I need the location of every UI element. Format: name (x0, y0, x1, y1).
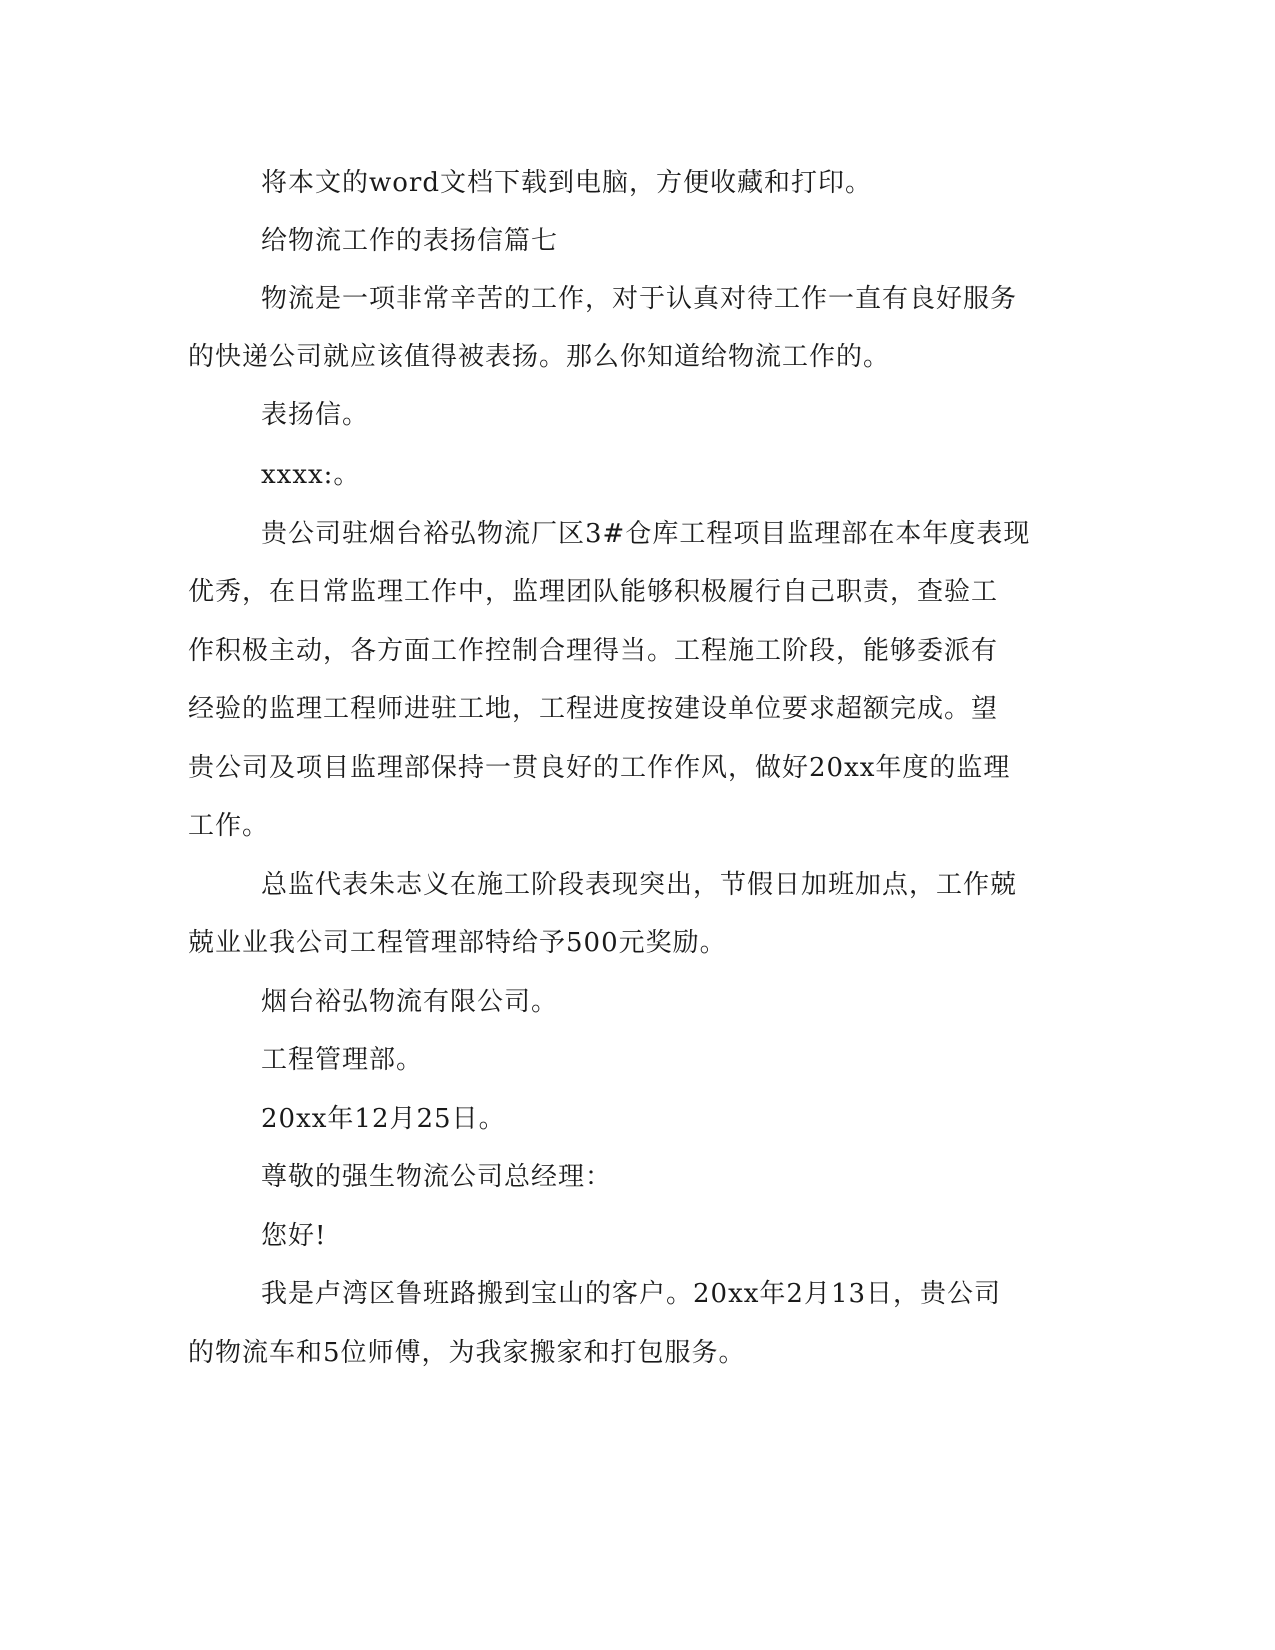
signature-company: 烟台裕弘物流有限公司。 (261, 987, 559, 1017)
paragraph-line: 工作。 (188, 811, 270, 841)
signature-department: 工程管理部。 (261, 1045, 424, 1075)
letter-salutation: 尊敬的强生物流公司总经理： (261, 1162, 613, 1192)
paragraph-line: 贵公司驻烟台裕弘物流厂区3#仓库工程项目监理部在本年度表现 (261, 519, 1031, 549)
paragraph-line: 作积极主动，各方面工作控制合理得当。工程施工阶段，能够委派有 (188, 636, 999, 666)
signature-date: 20xx年12月25日。 (261, 1104, 506, 1134)
paragraph-line: 的物流车和5位师傅，为我家搬家和打包服务。 (188, 1338, 746, 1368)
letter-salutation: xxxx:。 (261, 460, 361, 490)
paragraph-line: 的快递公司就应该值得被表扬。那么你知道给物流工作的。 (188, 342, 891, 372)
paragraph-line: 经验的监理工程师进驻工地，工程进度按建设单位要求超额完成。望 (188, 694, 999, 724)
paragraph-line: 表扬信。 (261, 400, 370, 430)
section-heading: 给物流工作的表扬信篇七 (261, 226, 559, 256)
paragraph-line: 我是卢湾区鲁班路搬到宝山的客户。20xx年2月13日，贵公司 (261, 1279, 1002, 1309)
paragraph-line: 兢业业我公司工程管理部特给予500元奖励。 (188, 928, 727, 958)
intro-download-note: 将本文的word文档下载到电脑，方便收藏和打印。 (261, 168, 872, 198)
paragraph-line: 物流是一项非常辛苦的工作，对于认真对待工作一直有良好服务 (261, 284, 1018, 314)
paragraph-line: 总监代表朱志义在施工阶段表现突出，节假日加班加点，工作兢 (261, 870, 1018, 900)
paragraph-line: 优秀，在日常监理工作中，监理团队能够积极履行自己职责，查验工 (188, 577, 999, 607)
paragraph-line: 贵公司及项目监理部保持一贯良好的工作作风，做好20xx年度的监理 (188, 753, 1011, 783)
greeting: 您好! (261, 1221, 327, 1251)
